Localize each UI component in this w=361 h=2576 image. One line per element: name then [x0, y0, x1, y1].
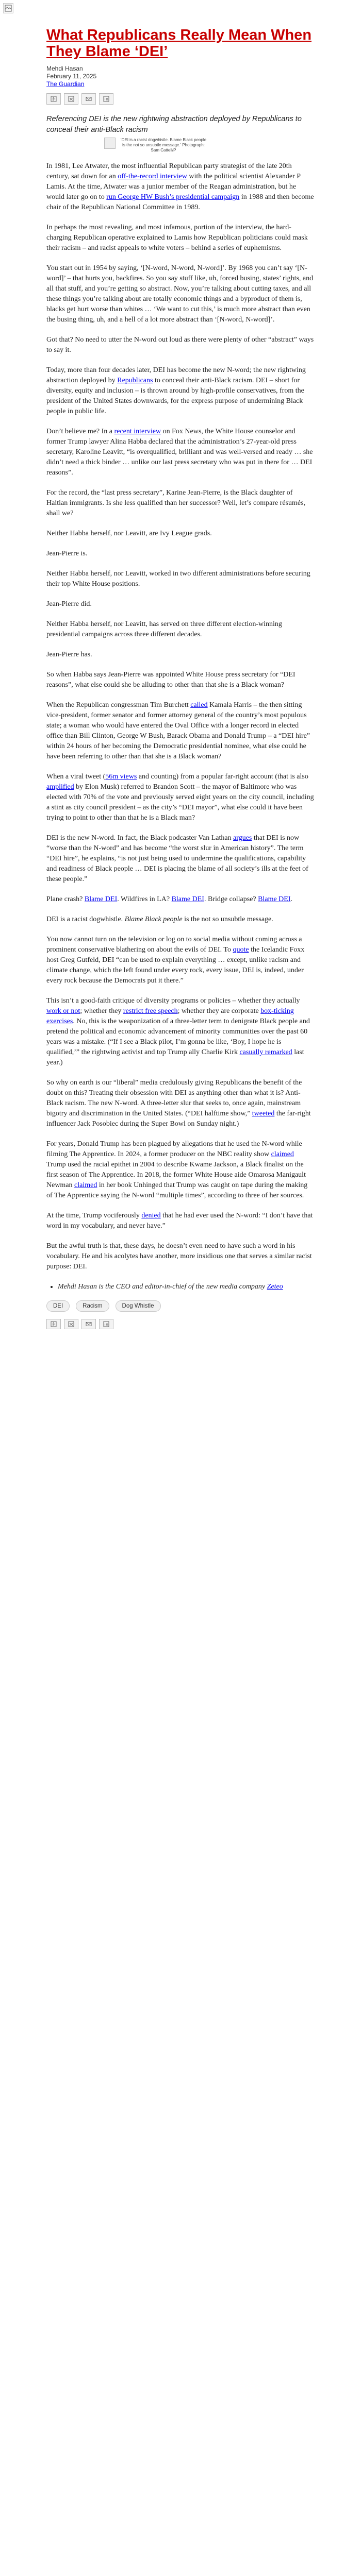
inline-link[interactable]: argues [233, 834, 252, 842]
paragraph-7: For the record, the “last press secretary”, Karine Jean-Pierre, is the Black daughter of Haitian immigrants. Is she less qualified than her successor? Well, let’s compare résumés, shall we? [46, 489, 306, 517]
author: Mehdi Hasan [46, 65, 83, 72]
paragraph-25: But the awful truth is that, these days, he doesn’t even need to have such a word in his vocabulary. He and his acolytes have another, more insidious one that serves a similar racist purpose: DEI. [46, 1242, 312, 1270]
inline-link[interactable]: Blame DEI [258, 895, 291, 903]
paragraph-20: You now cannot turn on the television or log on to social media without coming across a prominent conservative blathering on about the evils of DEI. To quote the Icelandic Foxx host Greg Gutfeld, DEI “can be used to explain everything … except, unlike racism and climate change, which the left found under every rock, every issue, DEI is, indeed, under every rock because the Democrats put it there.” [46, 936, 305, 985]
author-bio [46, 1282, 315, 1292]
article-figure [104, 138, 207, 153]
paragraph-23: For years, Donald Trump has been plagued by allegations that he used the N-word while filming The Apprentice. In 2024, a former producer on the NBC reality show claimed Trump used the racial epithet in 2004 to describe Kwame Jackson, a Black finalist on the first season of The Apprentice. In 2018, the former White House aide Omarosa Manigault Newman claimed in her book Unhinged that Trump was caught on tape during the making of The Apprentice saying the N-word “multiple times”, according to three of her sources. [46, 1140, 308, 1199]
inline-link[interactable]: Republicans [117, 377, 153, 384]
newsletter-logo-icon [3, 3, 13, 13]
inline-link[interactable]: run George HW Bush’s presidential campaign [106, 193, 240, 201]
paragraph-16: When a viral tweet (56m views and counting) from a popular far-right account (that is also amplified by Elon Musk) referred to Brandon Scott – the mayor of Baltimore who was elected with 70% of the vote and previously served eight years on the city council, including a stint as city council president – as the city’s “DEI mayor”, what else could it have been trying to point to other than that he is a Black man? [46, 773, 314, 822]
linkedin-icon[interactable] [99, 1319, 113, 1329]
paragraph-10: Neither Habba herself, nor Leavitt, worked in two different administrations before securing their top White House positions. [46, 570, 310, 588]
facebook-icon[interactable] [46, 1319, 61, 1329]
paragraph-21: This isn’t a good-faith critique of diversity programs or policies – whether they actually work or not; whether they restrict free speech; whether they are corporate box-ticking exercises. No, this is the weaponization of a three-letter term to denigrate Black people and pretend the political and economic advancement of minority communities over the past 60 years was a mistake. (“If I see a Black pilot, I’m gonna be like, ‘Boy, I hope he is qualified,’” the rightwing activist and top Trump ally Charlie Kirk casually remarked last year.) [46, 997, 310, 1066]
facebook-icon[interactable] [46, 93, 61, 105]
inline-link[interactable]: amplified [46, 783, 74, 791]
paragraph-11: Jean-Pierre did. [46, 600, 92, 608]
email-icon[interactable] [81, 93, 96, 105]
inline-link[interactable]: tweeted [252, 1110, 275, 1117]
inline-link[interactable]: recent interview [114, 428, 161, 435]
inline-link[interactable]: restrict free speech [123, 1007, 178, 1015]
article [46, 27, 315, 1329]
paragraph-14: So when Habba says Jean-Pierre was appointed White House press secretary for “DEI reasons”, what else could she be alluding to other than that she is a Black woman? [46, 671, 296, 689]
inline-link[interactable]: quote [233, 946, 249, 954]
share-bar-bottom [46, 1319, 315, 1329]
paragraph-9: Jean-Pierre is. [46, 550, 88, 557]
paragraph-1: In 1981, Lee Atwater, the most influential Republican party strategist of the late 20th century, sat down for an off-the-record interview with the political scientist Alexander P Lamis. At the time, Atwater was a junior member of the Reagan administration, but he would later go on to run George HW Bush’s presidential campaign in 1988 and then become chair of the Republican National Committee in 1989. [46, 162, 314, 211]
publish-date: February 11, 2025 [46, 73, 97, 80]
zeteo-link[interactable]: Zeteo [267, 1283, 283, 1291]
byline [46, 65, 315, 88]
inline-link[interactable]: denied [141, 1212, 161, 1219]
inline-link[interactable]: casually remarked [239, 1048, 292, 1056]
paragraph-12: Neither Habba herself, nor Leavitt, has served on three different election-winning presidential campaigns across three different decades. [46, 620, 282, 638]
email-icon[interactable] [81, 1319, 96, 1329]
tag-racism[interactable]: Racism [76, 1300, 109, 1312]
twitter-icon[interactable] [64, 1319, 78, 1329]
image-caption: ‘DEI is a racist dogwhistle. Blame Black people is the not so unsubtle message.’ Photograph: Sam Cattell/P [120, 138, 207, 152]
standfirst: Referencing DEI is the new rightwing abstraction deployed by Republicans to conceal their anti-Black racism [46, 115, 302, 134]
tag-dei[interactable]: DEI [46, 1300, 70, 1312]
inline-link[interactable]: claimed [271, 1150, 294, 1158]
paragraph-5: Today, more than four decades later, DEI has become the new N-word; the new rightwing abstraction deployed by Republicans to conceal their anti-Black racism. DEI – short for diversity, equity and inclusion – is thrown around by high-profile conservatives, from the president of the United States downwards, for the express purpose of undermining Black people in public life. [46, 366, 306, 415]
inline-link[interactable]: work or not [46, 1007, 80, 1015]
paragraph-17: DEI is the new N-word. In fact, the Black podcaster Van Lathan argues that DEI is now “worse than the N-word” and has become “the worst slur in American history”. The term “DEI hire”, he explains, “is not just being used to undermine the qualifications, capability and readiness of Black people … DEI is placing the blame of all society’s ills at the feet of these people.” [46, 834, 308, 883]
paragraph-24: At the time, Trump vociferously denied that he had ever used the N-word: “I don’t have that word in my vocabulary, and never have.” [46, 1212, 313, 1230]
author-bio-item: • Mehdi Hasan is the CEO and editor-in-chief of the new media company Zeteo [58, 1282, 315, 1292]
inline-link[interactable]: off-the-record interview [118, 173, 187, 180]
paragraph-22: So why on earth is our “liberal” media credulously giving Republicans the benefit of the doubt on this? Treating their obsession with DEI as anything other than what it is? Anti-Black racism. The new N-word. A three-letter slur that seeks to, once again, mainstream bigotry and discrimination in the United States. (“DEI halftime show,” tweeted the far-right influencer Jack Posobiec during the Super Bowl on Sunday night.) [46, 1079, 311, 1128]
inline-link[interactable]: 56m views [105, 773, 137, 781]
paragraph-18: Plane crash? Blame DEI. Wildfires in LA? Blame DEI. Bridge collapse? Blame DEI. [46, 895, 292, 903]
paragraph-13: Jean-Pierre has. [46, 651, 92, 658]
twitter-icon[interactable] [64, 93, 78, 105]
paragraph-15: When the Republican congressman Tim Burchett called Kamala Harris – the then sitting vice-president, former senator and former attorney general of the country’s most populous state; a woman who would have entered the Oval Office with a longer record in elected office than Bill Clinton, George W Bush, Barack Obama and Donald Trump – a “DEI hire” within 24 hours of her becoming the Democratic presidential nominee, what else could he have been referring to other than that she is a Black woman? [46, 701, 310, 760]
paragraph-2: In perhaps the most revealing, and most infamous, portion of the interview, the hard-charging Republican operative explained to Lamis how Republican politicians could mask their racism – and racist appeals to white voters – behind a series of euphemisms. [46, 224, 308, 252]
paragraph-6: Don’t believe me? In a recent interview on Fox News, the White House counselor and former Trump lawyer Alina Habba declared that the administration’s 27-year-old press secretary, Karoline Leavitt, “is overqualified, brilliant and was well-versed and ready … she didn’t need a thick binder … unlike our last press secretary who was put in there for … DEI reasons”. [46, 428, 313, 477]
paragraph-3: You start out in 1954 by saying, ‘[N-word, N-word, N-word]’. By 1968 you can’t say ‘[N-word]’ – that hurts you, backfires. So you say stuff like, uh, forced busing, states’ rights, and all that stuff, and you’re getting so abstract. Now, you’re talking about cutting taxes, and all these things you’re talking about are totally economic things and a byproduct of them is, blacks get hurt worse than whites … ‘We want to cut this,’ is much more abstract than even the busing thing, uh, and a hell of a lot more abstract than ‘[N-word, N-word]’. [46, 264, 314, 324]
source-link[interactable]: The Guardian [46, 80, 85, 88]
share-bar-top [46, 93, 315, 105]
linkedin-icon[interactable] [99, 93, 113, 105]
tag-list [46, 1300, 315, 1312]
inline-link[interactable]: called [190, 701, 208, 709]
tag-dog-whistle[interactable]: Dog Whistle [116, 1300, 161, 1312]
paragraph-19: DEI is a racist dogwhistle. Blame Black people is the not so unsubtle message. [46, 916, 273, 923]
inline-link[interactable]: box-ticking exercises [46, 1007, 294, 1025]
paragraph-4: Got that? No need to utter the N-word out loud as there were plenty of other “abstract” ways to say it. [46, 336, 314, 354]
paragraph-8: Neither Habba herself, nor Leavitt, are Ivy League grads. [46, 530, 212, 537]
image-placeholder-icon [104, 138, 116, 149]
article-title[interactable]: What Republicans Really Mean When They Blame ‘DEI’ [46, 27, 312, 60]
inline-link[interactable]: Blame DEI [84, 895, 118, 903]
inline-link[interactable]: claimed [74, 1181, 97, 1189]
inline-link[interactable]: Blame DEI [171, 895, 204, 903]
